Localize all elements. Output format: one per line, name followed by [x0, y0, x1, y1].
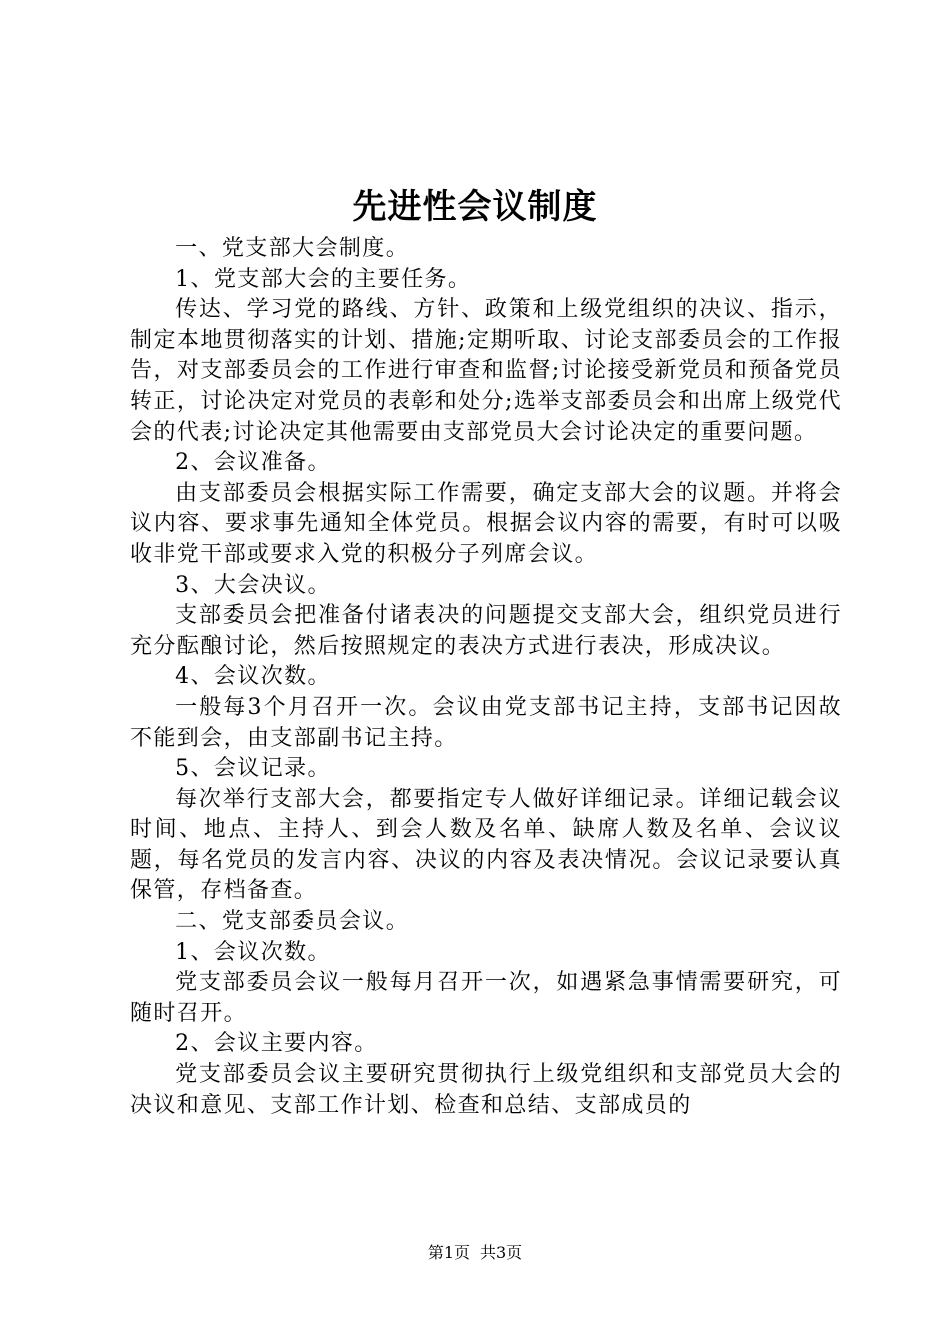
section-heading: 一、党支部大会制度。: [175, 236, 410, 261]
document-title: 先进性会议制度: [352, 187, 598, 227]
page-footer: [0, 1241, 950, 1265]
body-paragraph: 党支部委员会议一般每月召开一次，如遇紧急事情需要研究，可随时召开。: [130, 970, 842, 1026]
subsection-heading: 1、会议次数。: [175, 939, 331, 965]
body-paragraph: 党支部委员会议主要研究贯彻执行上级党组织和支部党员大会的决议和意见、支部工作计划、检查和总结、支部成员的: [130, 1062, 842, 1118]
page-number: 第1页: [427, 1243, 470, 1262]
subsection-heading: 1、党支部大会的主要任务。: [175, 266, 472, 292]
subsection-heading: 2、会议准备。: [175, 450, 331, 476]
subsection-heading: 3、大会决议。: [175, 572, 331, 598]
page-total: 共3页: [480, 1243, 523, 1262]
body-paragraph: 每次举行支部大会，都要指定专人做好详细记录。详细记载会议时间、地点、主持人、到会人数及名单、缺席人数及名单、会议议题，每名党员的发言内容、决议的内容及表决情况。会议记录要认真保管，存档备查。: [130, 786, 842, 904]
subsection-heading: 4、会议次数。: [175, 664, 331, 690]
subsection-heading: 2、会议主要内容。: [175, 1031, 378, 1057]
body-paragraph: 传达、学习党的路线、方针、政策和上级党组织的决议、指示，制定本地贯彻落实的计划、措施;定期听取、讨论支部委员会的工作报告，对支部委员会的工作进行审查和监督;讨论接受新党员和预备党员转正，讨论决定对党员的表彰和处分;选举支部委员会和出席上级党代会的代表;讨论决定其他需要由支部党员大会讨论决定的重要问题。: [130, 297, 842, 445]
document-body: [130, 234, 842, 1121]
body-paragraph: 支部委员会把准备付诸表决的问题提交支部大会，组织党员进行充分酝酿讨论，然后按照规定的表决方式进行表决，形成决议。: [130, 603, 842, 659]
body-paragraph: 一般每3个月召开一次。会议由党支部书记主持，支部书记因故不能到会，由支部副书记主持。: [130, 694, 842, 751]
section-heading: 二、党支部委员会议。: [175, 909, 410, 935]
subsection-heading: 5、会议记录。: [175, 756, 331, 782]
body-paragraph: 由支部委员会根据实际工作需要，确定支部大会的议题。并将会议内容、要求事先通知全体党员。根据会议内容的需要，有时可以吸收非党干部或要求入党的积极分子列席会议。: [130, 480, 842, 567]
